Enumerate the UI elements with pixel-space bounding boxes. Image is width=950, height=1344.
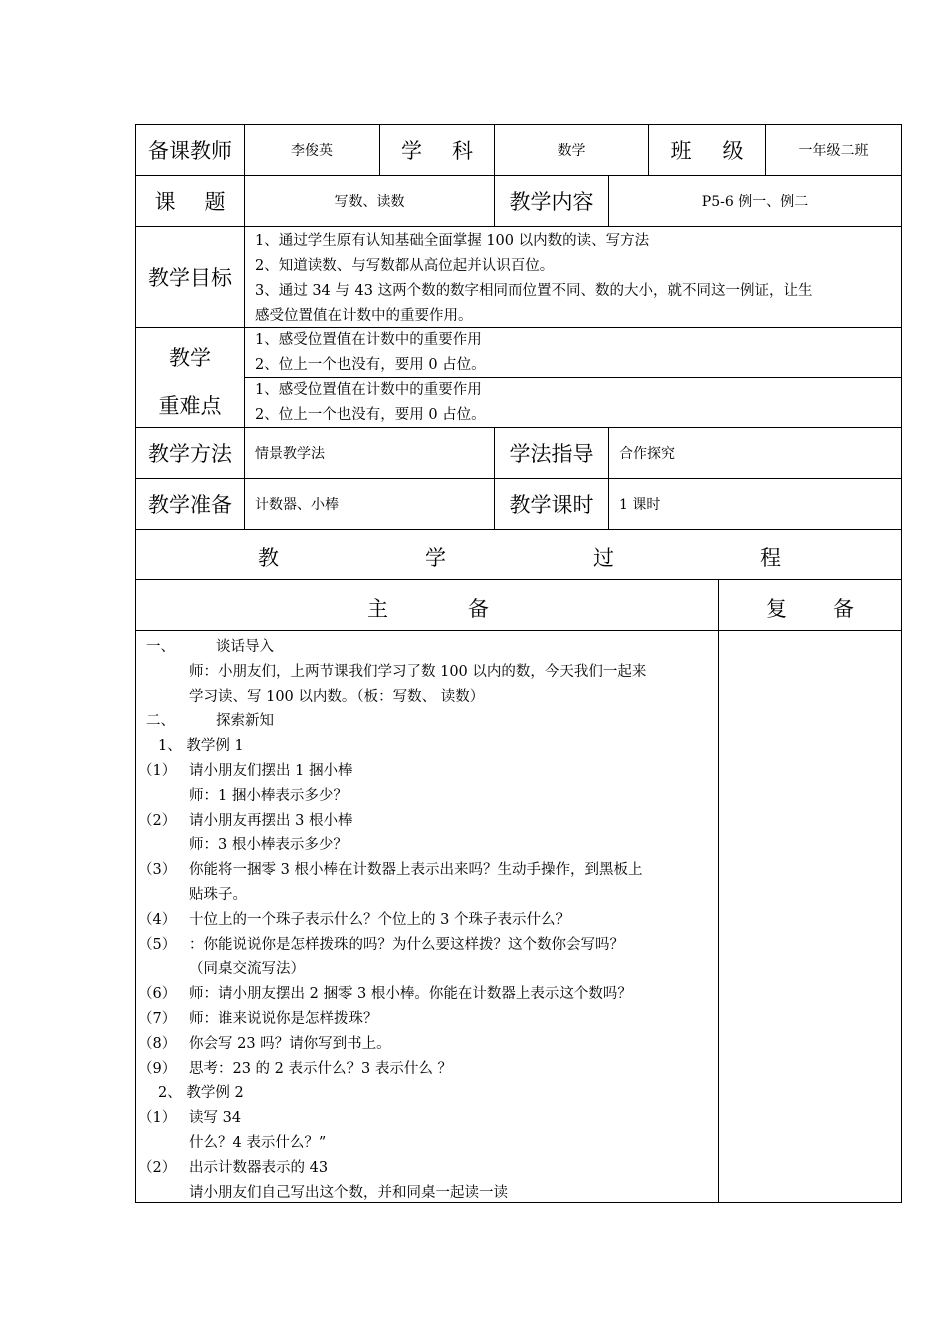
process-item bbox=[136, 1032, 718, 1057]
section-heading bbox=[136, 635, 718, 660]
process-item bbox=[136, 908, 718, 933]
process-item bbox=[136, 1131, 718, 1156]
section-number: 一、 bbox=[146, 639, 175, 655]
process-item bbox=[136, 1156, 718, 1181]
teacher-value: 李俊英 bbox=[244, 124, 380, 176]
difficulty-line: 1、感受位置值在计数中的重要作用 bbox=[255, 382, 482, 398]
goals-line: 3、通过 34 与 43 这两个数的数字相同而位置不同、数的大小，就不同这一例证，让生 bbox=[255, 283, 813, 299]
process-title-char-1: 教 bbox=[258, 546, 279, 570]
main-prep-header bbox=[135, 579, 719, 631]
key-points-label-top: 教学 bbox=[169, 346, 211, 370]
item-text: 十位上的一个珠子表示什么？个位上的 3 个珠子表示什么？ bbox=[189, 911, 570, 928]
goals-line: 感受位置值在计数中的重要作用。 bbox=[255, 308, 473, 324]
item-text: 读写 34 bbox=[189, 1110, 242, 1127]
topic-label-char-1: 课 bbox=[154, 190, 176, 214]
method-label: 教学方法 bbox=[135, 427, 245, 479]
prep-value: 计数器、小棒 bbox=[244, 478, 495, 530]
item-number: （2） bbox=[138, 812, 177, 829]
item-text: 你会写 23 吗？请你写到书上。 bbox=[189, 1035, 391, 1052]
item-number: （1） bbox=[138, 1110, 177, 1127]
process-line-text: 师：小朋友们，上两节课我们学习了数 100 以内的数，今天我们一起来 bbox=[189, 663, 647, 680]
class-label-char-1: 班 bbox=[670, 139, 692, 163]
teacher-label: 备课教师 bbox=[135, 124, 245, 176]
item-number: （2） bbox=[138, 1159, 177, 1176]
item-number: （9） bbox=[138, 1060, 177, 1077]
lesson-plan-table bbox=[135, 124, 902, 1203]
guide-label: 学法指导 bbox=[494, 427, 609, 479]
process-item bbox=[136, 784, 718, 809]
process-line bbox=[136, 685, 718, 710]
topic-label-char-2: 题 bbox=[204, 190, 226, 214]
subject-label-char-2: 科 bbox=[452, 139, 473, 163]
item-text: 师：1 捆小棒表示多少？ bbox=[189, 787, 348, 804]
class-label bbox=[648, 124, 766, 176]
process-item bbox=[136, 982, 718, 1007]
main-prep-content bbox=[135, 630, 719, 1203]
process-item bbox=[136, 809, 718, 834]
difficulty-content bbox=[244, 377, 902, 428]
item-text: 请小朋友们自己写出这个数，并和同桌一起读一读 bbox=[189, 1184, 508, 1201]
item-text: ：你能说说你是怎样拨珠的吗？为什么要这样拨？这个数你会写吗？ bbox=[189, 936, 624, 953]
goals-label: 教学目标 bbox=[135, 226, 245, 328]
process-item bbox=[136, 1057, 718, 1082]
class-label-char-2: 级 bbox=[722, 139, 744, 163]
review-prep-char-2: 备 bbox=[833, 597, 854, 621]
subject-label bbox=[379, 124, 495, 176]
process-item bbox=[136, 858, 718, 883]
hours-value: 1 课时 bbox=[608, 478, 902, 530]
guide-value: 合作探究 bbox=[608, 427, 902, 479]
process-item bbox=[136, 833, 718, 858]
main-prep-char-2: 备 bbox=[468, 597, 489, 621]
subject-label-char-1: 学 bbox=[401, 139, 422, 163]
process-item bbox=[136, 759, 718, 784]
goals-line: 1、通过学生原有认知基础全面掌握 100 以内数的读、写方法 bbox=[255, 233, 650, 249]
item-number: （6） bbox=[138, 986, 177, 1003]
item-text: 贴珠子。 bbox=[189, 886, 247, 903]
process-item bbox=[136, 1007, 718, 1032]
focus-content bbox=[244, 327, 902, 378]
section-heading bbox=[136, 709, 718, 734]
review-prep-header bbox=[718, 579, 902, 631]
item-text: 师：谁来说说你是怎样拨珠？ bbox=[189, 1010, 378, 1027]
process-item bbox=[136, 1106, 718, 1131]
difficulty-line: 2、位上一个也没有，要用 0 占位。 bbox=[255, 407, 486, 423]
example-heading bbox=[136, 734, 718, 759]
goals-line: 2、知道读数、与写数都从高位起并认识百位。 bbox=[255, 258, 555, 274]
item-text: 请小朋友再摆出 3 根小棒 bbox=[189, 812, 353, 829]
item-text: 你能将一捆零 3 根小棒在计数器上表示出来吗？生动手操作，到黑板上 bbox=[189, 862, 643, 879]
focus-line: 2、位上一个也没有，要用 0 占位。 bbox=[255, 357, 486, 373]
content-value: P5-6 例一、例二 bbox=[608, 175, 902, 227]
method-value: 情景教学法 bbox=[244, 427, 495, 479]
item-number: （1） bbox=[138, 762, 177, 779]
process-title-char-3: 过 bbox=[593, 546, 614, 570]
example-title: 1、 教学例 1 bbox=[158, 738, 244, 755]
prep-label: 教学准备 bbox=[135, 478, 245, 530]
example-title: 2、 教学例 2 bbox=[158, 1085, 244, 1102]
item-text: （同桌交流写法） bbox=[189, 961, 305, 978]
process-item bbox=[136, 1181, 718, 1206]
item-text: 师：3 根小棒表示多少？ bbox=[189, 837, 348, 854]
content-label: 教学内容 bbox=[494, 175, 609, 227]
item-text: 请小朋友们摆出 1 捆小棒 bbox=[189, 762, 353, 779]
topic-value: 写数、读数 bbox=[244, 175, 495, 227]
review-prep-content bbox=[718, 630, 902, 1203]
main-prep-char-1: 主 bbox=[367, 597, 388, 621]
focus-line: 1、感受位置值在计数中的重要作用 bbox=[255, 332, 482, 348]
process-item bbox=[136, 883, 718, 908]
process-item bbox=[136, 957, 718, 982]
section-title: 探索新知 bbox=[216, 713, 274, 730]
item-number: （7） bbox=[138, 1010, 177, 1027]
key-points-label-bottom: 重难点 bbox=[158, 394, 222, 418]
class-value: 一年级二班 bbox=[765, 124, 902, 176]
process-item bbox=[136, 933, 718, 958]
key-points-label bbox=[135, 327, 245, 428]
item-number: （5） bbox=[138, 936, 177, 953]
process-title-char-2: 学 bbox=[425, 546, 446, 570]
process-line bbox=[136, 660, 718, 685]
item-number: （4） bbox=[138, 911, 177, 928]
process-title-char-4: 程 bbox=[760, 546, 781, 570]
review-prep-char-1: 复 bbox=[766, 597, 787, 621]
section-title: 谈话导入 bbox=[216, 639, 274, 655]
item-number: （8） bbox=[138, 1035, 177, 1052]
item-text: 什么？4 表示什么？” bbox=[189, 1134, 327, 1151]
hours-label: 教学课时 bbox=[494, 478, 609, 530]
item-number: （3） bbox=[138, 862, 177, 879]
section-number: 二、 bbox=[146, 713, 175, 730]
item-text: 师：请小朋友摆出 2 捆零 3 根小棒。你能在计数器上表示这个数吗？ bbox=[189, 986, 632, 1003]
subject-value: 数学 bbox=[494, 124, 649, 176]
example-heading bbox=[136, 1081, 718, 1106]
process-title bbox=[135, 529, 902, 580]
item-text: 出示计数器表示的 43 bbox=[189, 1159, 329, 1176]
process-line-text: 学习读、写 100 以内数。（板：写数、 读数） bbox=[189, 688, 485, 705]
goals-content bbox=[244, 226, 902, 328]
item-text: 思考：23 的 2 表示什么？3 表示什么 ？ bbox=[189, 1060, 452, 1077]
topic-label bbox=[135, 175, 245, 227]
